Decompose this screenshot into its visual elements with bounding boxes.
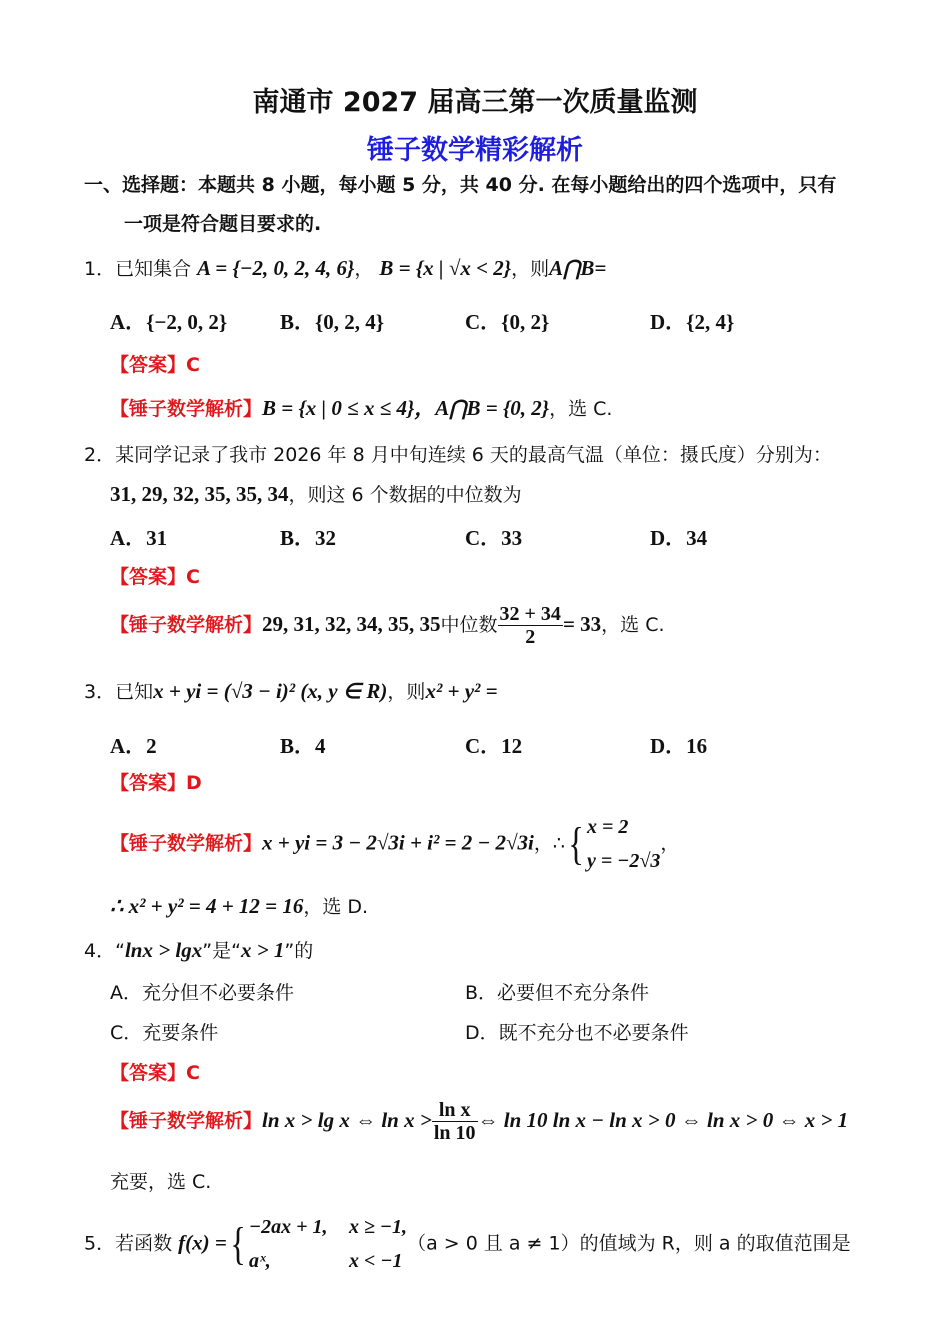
option-b: B．必要但不充分条件 xyxy=(465,982,650,1004)
math-intersection: A⋂B= xyxy=(549,256,607,280)
question-number: 1． xyxy=(84,258,116,280)
answer-value: C xyxy=(186,566,200,588)
option-b: B．32 xyxy=(280,526,337,550)
answer-value: C xyxy=(186,1062,200,1084)
question-number: 5． xyxy=(84,1232,116,1255)
option-b: B．{0, 2, 4} xyxy=(280,310,385,334)
analysis-math: ∴ x² + y² = 4 + 12 = 16 xyxy=(110,894,304,918)
question-2 xyxy=(84,440,832,467)
question-1 xyxy=(84,254,606,281)
question-text: 已知 xyxy=(115,681,154,703)
question-3 xyxy=(84,677,498,704)
answer-label: 【答案】C xyxy=(110,566,200,588)
analysis-math: ⇔ ln 10 ln x − ln x > 0 ⇔ ln x > 0 ⇔ x > 1 xyxy=(477,1108,849,1132)
median-fraction: $\frac{32 + 34}{2}$ xyxy=(499,603,561,648)
option-a: A．{−2, 0, 2} xyxy=(110,310,228,334)
log-fraction: $\frac{\text{ln x}}{\ln 10}$ xyxy=(433,1099,476,1144)
question-text: 某同学记录了我市 2026 年 8 月中旬连续 6 天的最高气温（单位：摄氏度）分别为： xyxy=(115,444,832,466)
analysis-3-cont xyxy=(110,892,368,919)
condition-2: x > 1 xyxy=(240,938,285,962)
analysis-label: 【锤子数学解析】 xyxy=(110,832,263,855)
analysis-tail: ，选 C. xyxy=(549,398,613,420)
analysis-1 xyxy=(110,392,612,422)
question-4: 4．“lnx > lgx”是“x > 1”的 xyxy=(84,938,314,962)
option-a: A．充分但不必要条件 xyxy=(110,982,294,1004)
math-ask: x² + y² = xyxy=(425,679,498,703)
answer-value: D xyxy=(186,772,202,794)
function-name: f(x) = xyxy=(178,1230,227,1255)
analysis-text: 中位数 xyxy=(440,614,498,636)
page-title: 南通市 2027 届高三第一次质量监测 xyxy=(252,87,698,118)
question-5 xyxy=(84,1210,851,1278)
option-a: A．31 xyxy=(110,526,168,550)
question-text: ，则这 6 个数据的中位数为 xyxy=(288,484,522,506)
math-set-b: B = {x | √x < 2} xyxy=(379,256,512,280)
separator: ， xyxy=(354,258,374,280)
question-2-cont xyxy=(110,480,522,507)
analysis-math: B = {x | 0 ≤ x ≤ 4}，A⋂B = {0, 2} xyxy=(262,396,550,420)
option-c: C．33 xyxy=(465,526,523,550)
equation-system: x = 2 y = −2√3 xyxy=(587,816,661,872)
piecewise-cases: −2ax + 1, x ≥ −1, aˣ, x < −1 xyxy=(248,1216,408,1272)
analysis-label: 【锤子数学解析】 xyxy=(110,614,263,636)
option-d: D．16 xyxy=(650,734,708,758)
analysis-math: ln x > lg x ⇔ ln x > xyxy=(262,1108,432,1132)
analysis-tail: ，选 C. xyxy=(601,614,665,636)
sorted-data: 29, 31, 32, 34, 35, 35 xyxy=(262,612,441,636)
math-set-a: A = {−2, 0, 2, 4, 6} xyxy=(197,256,355,280)
analysis-math: x + yi = 3 − 2√3i + i² = 2 − 2√3i xyxy=(262,830,534,855)
analysis-label: 【锤子数学解析】 xyxy=(110,1110,263,1132)
option-b: B．4 xyxy=(280,734,326,758)
option-c: C．充要条件 xyxy=(110,1022,219,1044)
option-c: C．{0, 2} xyxy=(465,310,550,334)
option-d: D．34 xyxy=(650,526,708,550)
section-heading: 一、选择题：本题共 8 小题，每小题 5 分，共 40 分. 在每小题给出的四个选项中，只有 xyxy=(84,174,837,196)
answer-label: 【答案】D xyxy=(110,772,202,794)
page-subtitle: 锤子数学精彩解析 xyxy=(367,135,583,166)
left-brace-icon: { xyxy=(568,818,584,869)
condition-1: lnx > lgx xyxy=(124,938,203,962)
section-heading-cont: 一项是符合题目要求的. xyxy=(124,213,322,235)
question-text: ，则 xyxy=(511,258,550,280)
option-d: D．{2, 4} xyxy=(650,310,735,334)
option-d: D．既不充分也不必要条件 xyxy=(465,1022,689,1044)
analysis-4-cont: 充要，选 C. xyxy=(110,1171,212,1193)
question-text: 若函数 xyxy=(115,1232,173,1255)
left-brace-icon: { xyxy=(230,1218,246,1269)
analysis-3 xyxy=(110,810,679,878)
question-text: （a > 0 且 a ≠ 1）的值域为 R，则 a 的取值范围是 xyxy=(407,1232,851,1255)
question-text: ，则 xyxy=(387,681,426,703)
question-number: 2． xyxy=(84,444,116,466)
question-number: 4． xyxy=(84,940,116,962)
math-expression: x + yi = (√3 − i)² (x, y ∈ R) xyxy=(153,679,388,703)
question-number: 3． xyxy=(84,681,116,703)
answer-label: 【答案】C xyxy=(110,1062,200,1084)
answer-label: 【答案】C xyxy=(110,354,200,376)
temperature-data: 31, 29, 32, 35, 35, 34 xyxy=(110,482,289,506)
analysis-result: = 33 xyxy=(562,612,602,636)
analysis-4 xyxy=(110,1099,848,1144)
option-a: A．2 xyxy=(110,734,157,758)
analysis-2 xyxy=(110,603,665,648)
analysis-tail: ，选 D. xyxy=(303,896,369,918)
answer-value: C xyxy=(186,354,200,376)
question-text: 已知集合 xyxy=(115,258,192,280)
analysis-label: 【锤子数学解析】 xyxy=(110,398,263,420)
option-c: C．12 xyxy=(465,734,523,758)
therefore: ，∴ xyxy=(533,832,565,855)
separator: ， xyxy=(660,832,680,855)
